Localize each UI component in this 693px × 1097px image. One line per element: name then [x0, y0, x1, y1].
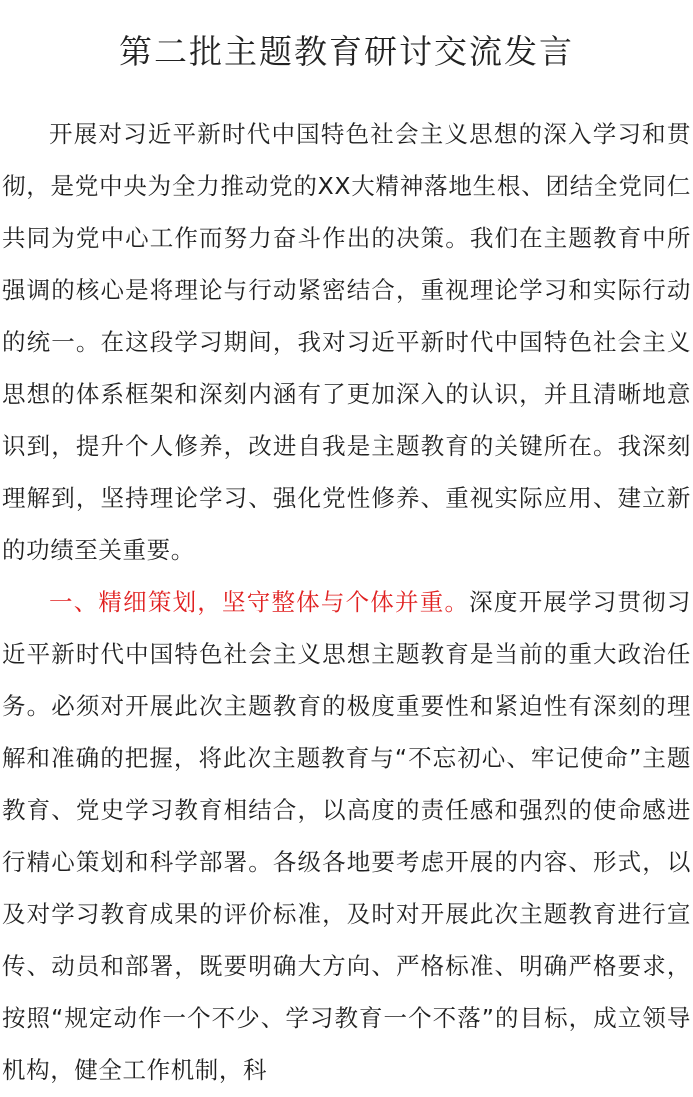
- intro-paragraph-text: 开展对习近平新时代中国特色社会主义思想的深入学习和贯彻，是党中央为全力推动党的XX大精神落地生根、团结全党同仁共同为党中心工作而努力奋斗作出的决策。我们在主题教育中所强调的核心是将理论与行动紧密结合，重视理论学习和实际行动的统一。在这段学习期间，我对习近平新时代中国特色社会主义思想的体系框架和深刻内涵有了更加深入的认识，并且清晰地意识到，提升个人修养，改进自我是主题教育的关键所在。我深刻理解到，坚持理论学习、强化党性修养、重视实际应用、建立新的功绩至关重要。: [2, 120, 691, 564]
- intro-paragraph: [2, 108, 691, 576]
- document-body: [0, 108, 693, 1096]
- page-title: 第二批主题教育研讨交流发言: [119, 32, 574, 71]
- section-one-text: 深度开展学习贯彻习近平新时代中国特色社会主义思想主题教育是当前的重大政治任务。必须对开展此次主题教育的极度重要性和紧迫性有深刻的理解和准确的把握，将此次主题教育与“不忘初心、牢记使命”主题教育、党史学习教育相结合，以高度的责任感和强烈的使命感进行精心策划和科学部署。各级各地要考虑开展的内容、形式，以及对学习教育成果的评价标准，及时对开展此次主题教育进行宣传、动员和部署，既要明确大方向、严格标准、明确严格要求，按照“规定动作一个不少、学习教育一个不落”的目标，成立领导机构，健全工作机制，科: [2, 588, 691, 1084]
- section-one-heading: 一、精细策划，坚守整体与个体并重。: [49, 588, 470, 616]
- section-one-paragraph: [2, 576, 691, 1096]
